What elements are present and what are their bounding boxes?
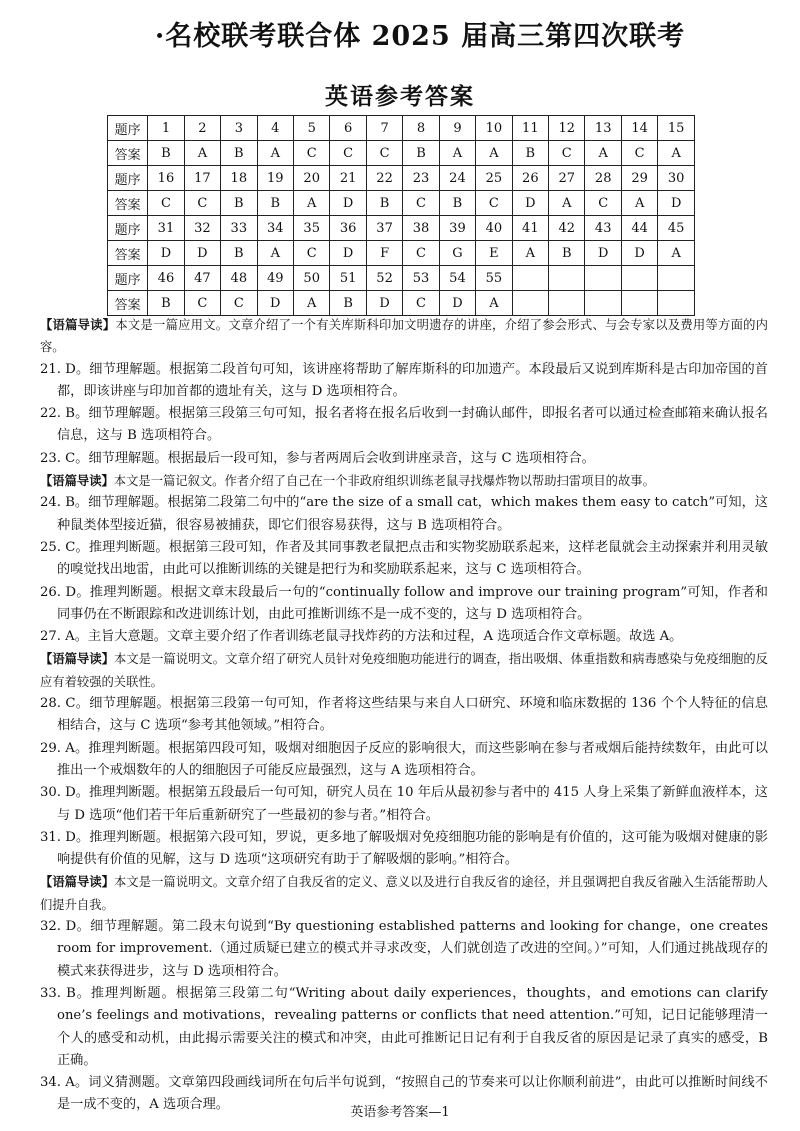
table-cell: B: [221, 241, 257, 266]
table-cell: 15: [658, 116, 695, 141]
answer-explanation: 25. C。推理判断题。根据第三段可知，作者及其同事教老鼠把点击和实物奖励联系起来，这样老鼠就会主动探索并利用灵敏的嗅觉找出地雷，由此可以推断训练的关键是把行为和奖励联系起来，这与 C 选项相符合。: [40, 539, 768, 578]
table-cell: 30: [658, 166, 695, 191]
table-cell: A: [476, 141, 512, 166]
table-cell: D: [439, 291, 475, 316]
table-cell: B: [549, 241, 585, 266]
table-cell: 46: [148, 266, 184, 291]
table-cell: [658, 291, 695, 316]
table-cell: B: [148, 141, 184, 166]
table-cell: 45: [658, 216, 695, 241]
row-label: 答案: [108, 241, 148, 266]
table-cell: 16: [148, 166, 184, 191]
table-cell: [512, 291, 548, 316]
table-cell: 36: [330, 216, 366, 241]
table-cell: C: [293, 241, 329, 266]
table-cell: 42: [549, 216, 585, 241]
table-cell: D: [585, 241, 621, 266]
passage-guide: [40, 470, 768, 492]
table-cell: A: [512, 241, 548, 266]
table-cell: 51: [330, 266, 366, 291]
table-cell: 48: [221, 266, 257, 291]
table-cell: 31: [148, 216, 184, 241]
table-cell: B: [221, 141, 257, 166]
table-cell: 40: [476, 216, 512, 241]
table-cell: D: [330, 241, 366, 266]
table-cell: 26: [512, 166, 548, 191]
table-cell: B: [330, 291, 366, 316]
table-cell: A: [257, 241, 293, 266]
guide-text: 本文是一篇记叙文。作者介绍了自己在一个非政府组织训练老鼠寻找爆炸物以帮助扫雷项目的故事。: [113, 474, 655, 489]
table-cell: 14: [621, 116, 657, 141]
table-cell: 53: [403, 266, 439, 291]
answer-explanation: 27. A。主旨大意题。文章主要介绍了作者训练老鼠寻找炸药的方法和过程，A 选项适合作文章标题。故选 A。: [40, 629, 683, 645]
guide-tag: 【语篇导读】: [40, 875, 115, 890]
page-footer: 英语参考答案—1: [350, 1105, 450, 1120]
table-cell: B: [512, 141, 548, 166]
passage-guide: [40, 314, 768, 359]
table-cell: 25: [476, 166, 512, 191]
table-cell: A: [439, 141, 475, 166]
guide-text: 本文是一篇应用文。文章介绍了一个有关库斯科印加文明遗存的讲座，介绍了参会形式、与会专家以及费用等方面的内容。: [40, 318, 768, 355]
table-cell: D: [621, 241, 657, 266]
table-cell: D: [512, 191, 548, 216]
table-cell: 1: [148, 116, 184, 141]
table-cell: 7: [366, 116, 402, 141]
guide-tag: 【语篇导读】: [40, 474, 114, 489]
answer-explanation: 28. C。细节理解题。根据第三段第一句可知，作者将这些结果与来自人口研究、环境和临床数据的 136 个个人特征的信息相结合，这与 C 选项“参考其他领域。”相符合。: [40, 696, 768, 734]
table-cell: A: [476, 291, 512, 316]
table-cell: 22: [366, 166, 402, 191]
table-cell: 50: [293, 266, 329, 291]
row-label: 题序: [108, 166, 148, 191]
passage-guide: [40, 648, 768, 693]
table-cell: 37: [366, 216, 402, 241]
answer-explanation: 32. D。细节理解题。第二段末句说到“By questioning established patterns and looking for change，one creates room for improvement.（通过质疑已建立的模式并寻求改变，人们就创造了改进的空间。）”可知，人们通过挑战现存的模式来获得进步，这与 D 选项相符合。: [40, 919, 768, 979]
table-cell: 28: [585, 166, 621, 191]
table-cell: 47: [184, 266, 220, 291]
table-cell: C: [148, 191, 184, 216]
row-label: 答案: [108, 291, 148, 316]
table-cell: [585, 291, 621, 316]
table-cell: A: [585, 141, 621, 166]
answer-explanation: 30. D。推理判断题。根据第五段最后一句可知，研究人员在 10 年后从最初参与者中的 415 人身上采集了新鲜血液样本，这与 D 选项“他们若干年后重新研究了一些最初的参与者。”相符合。: [40, 785, 768, 823]
table-cell: B: [221, 191, 257, 216]
row-label: 答案: [108, 191, 148, 216]
table-cell: A: [658, 241, 695, 266]
table-cell: C: [403, 191, 439, 216]
table-cell: D: [366, 291, 402, 316]
table-cell: 9: [439, 116, 475, 141]
table-cell: C: [366, 141, 402, 166]
table-cell: 39: [439, 216, 475, 241]
table-cell: 17: [184, 166, 220, 191]
table-cell: [621, 266, 657, 291]
table-cell: C: [476, 191, 512, 216]
explanations: [40, 314, 768, 1117]
table-cell: 8: [403, 116, 439, 141]
table-cell: 54: [439, 266, 475, 291]
table-cell: [658, 266, 695, 291]
doc-title: 英语参考答案: [325, 84, 475, 110]
answer-explanation: 24. B。细节理解题。根据第二段第二句中的“are the size of a small cat，which makes them easy to catch”可知，这种鼠类体型接近猫，很容易被捕获，即它们很容易获得，这与 B 选项相符合。: [40, 495, 768, 533]
table-cell: B: [257, 191, 293, 216]
answer-explanation: 29. A。推理判断题。根据第四段可知，吸烟对细胞因子反应的影响很大，而这些影响在参与者戒烟后能持续数年，由此可以推出一个戒烟数年的人的细胞因子可能反应最强烈，这与 A 选项相符合。: [40, 740, 768, 778]
table-cell: C: [403, 241, 439, 266]
table-cell: 18: [221, 166, 257, 191]
row-label: 题序: [108, 266, 148, 291]
table-cell: 52: [366, 266, 402, 291]
guide-tag: 【语篇导读】: [40, 318, 116, 332]
table-cell: C: [221, 291, 257, 316]
table-cell: C: [184, 291, 220, 316]
table-cell: A: [184, 141, 220, 166]
table-cell: 11: [512, 116, 548, 141]
table-row: [108, 291, 695, 316]
answer-explanation: 26. D。推理判断题。根据文章末段最后一句的“continually follow and improve our training program”可知，作者和同事仍在不断跟踪和改进训练计划，由此可推断训练不是一成不变的，这与 D 选项相符合。: [40, 584, 768, 622]
table-cell: 12: [549, 116, 585, 141]
table-cell: 21: [330, 166, 366, 191]
table-row: [108, 266, 695, 291]
table-cell: 5: [293, 116, 329, 141]
table-cell: 29: [621, 166, 657, 191]
table-cell: B: [148, 291, 184, 316]
table-cell: C: [549, 141, 585, 166]
table-cell: 27: [549, 166, 585, 191]
table-cell: A: [621, 191, 657, 216]
table-cell: 35: [293, 216, 329, 241]
guide-tag: 【语篇导读】: [40, 652, 115, 667]
passage-guide: [40, 871, 768, 916]
table-cell: 55: [476, 266, 512, 291]
table-cell: D: [658, 191, 695, 216]
table-cell: [585, 266, 621, 291]
table-cell: 44: [621, 216, 657, 241]
answer-explanation: 33. B。推理判断题。根据第三段第二句“Writing about daily experiences，thoughts，and emotions can clarify one’s feelings and motivations，revealing patterns or conflicts that need attention.”可知，记日记能够理清一个人的感受和动机，由此揭示需要关注的模式和冲突，由此可推断记日记有利于自我反省的原因是记录了真实的感受，B 正确。: [40, 985, 768, 1068]
table-cell: D: [330, 191, 366, 216]
table-row: [108, 241, 695, 266]
table-cell: C: [184, 191, 220, 216]
answer-explanation: 31. D。推理判断题。根据第六段可知，罗说，更多地了解吸烟对免疫细胞功能的影响是有价值的，这可能为吸烟对健康的影响提供有价值的见解，这与 D 选项“这项研究有助于了解吸烟的影响。”相符合。: [40, 829, 768, 868]
table-cell: [549, 291, 585, 316]
table-cell: D: [184, 241, 220, 266]
table-row: [108, 216, 695, 241]
row-label: 题序: [108, 116, 148, 141]
table-cell: C: [330, 141, 366, 166]
table-cell: 3: [221, 116, 257, 141]
table-cell: 10: [476, 116, 512, 141]
table-cell: 24: [439, 166, 475, 191]
table-cell: A: [549, 191, 585, 216]
table-cell: 4: [257, 116, 293, 141]
table-cell: A: [257, 141, 293, 166]
table-cell: 13: [585, 116, 621, 141]
table-cell: [549, 266, 585, 291]
table-row: [108, 141, 695, 166]
table-cell: [512, 266, 548, 291]
table-cell: A: [658, 141, 695, 166]
table-cell: 32: [184, 216, 220, 241]
table-cell: C: [621, 141, 657, 166]
answer-table: [107, 115, 695, 316]
exam-header: ·名校联考联合体 2025 届高三第四次联考: [154, 21, 686, 52]
table-cell: B: [366, 191, 402, 216]
row-label: 答案: [108, 141, 148, 166]
table-row: [108, 191, 695, 216]
table-cell: 6: [330, 116, 366, 141]
table-cell: 38: [403, 216, 439, 241]
table-cell: C: [585, 191, 621, 216]
table-cell: B: [403, 141, 439, 166]
answer-explanation: 21. D。细节理解题。根据第二段首句可知，该讲座将帮助了解库斯科的印加遗产。本段最后又说到库斯科是古印加帝国的首都，即该讲座与印加首都的遗址有关，这与 D 选项相符合。: [40, 361, 768, 399]
table-cell: F: [366, 241, 402, 266]
table-cell: 43: [585, 216, 621, 241]
table-cell: 49: [257, 266, 293, 291]
table-cell: 33: [221, 216, 257, 241]
table-cell: 34: [257, 216, 293, 241]
table-cell: B: [439, 191, 475, 216]
table-cell: G: [439, 241, 475, 266]
table-cell: 20: [293, 166, 329, 191]
table-cell: C: [293, 141, 329, 166]
table-row: [108, 116, 695, 141]
table-cell: D: [257, 291, 293, 316]
row-label: 题序: [108, 216, 148, 241]
table-cell: A: [293, 191, 329, 216]
table-cell: D: [148, 241, 184, 266]
answer-explanation: 34. A。词义猜测题。文章第四段画线词所在句后半句说到，“按照自己的节奏来可以让你顺利前进”，由此可以推断时间线不是一成不变的，A 选项合理。: [40, 1075, 768, 1113]
table-cell: 23: [403, 166, 439, 191]
table-cell: 19: [257, 166, 293, 191]
answer-explanation: 22. B。细节理解题。根据第三段第三句可知，报名者将在报名后收到一封确认邮件，即报名者可以通过检查邮箱来确认报名信息，这与 B 选项相符合。: [40, 406, 768, 444]
guide-text: 本文是一篇说明文。文章介绍了自我反省的定义、意义以及进行自我反省的途径，并且强调把自我反省融入生活能帮助人们提升自我。: [40, 875, 768, 912]
table-cell: C: [403, 291, 439, 316]
table-cell: 2: [184, 116, 220, 141]
table-cell: E: [476, 241, 512, 266]
guide-text: 本文是一篇说明文。文章介绍了研究人员针对免疫细胞功能进行的调查，指出吸烟、体重指数和病毒感染与免疫细胞的反应有着较强的关联性。: [40, 652, 768, 689]
table-cell: 41: [512, 216, 548, 241]
table-cell: A: [293, 291, 329, 316]
answer-explanation: 23. C。细节理解题。根据最后一段可知，参与者两周后会收到讲座录音，这与 C 选项相符合。: [40, 450, 595, 466]
table-cell: [621, 291, 657, 316]
table-row: [108, 166, 695, 191]
